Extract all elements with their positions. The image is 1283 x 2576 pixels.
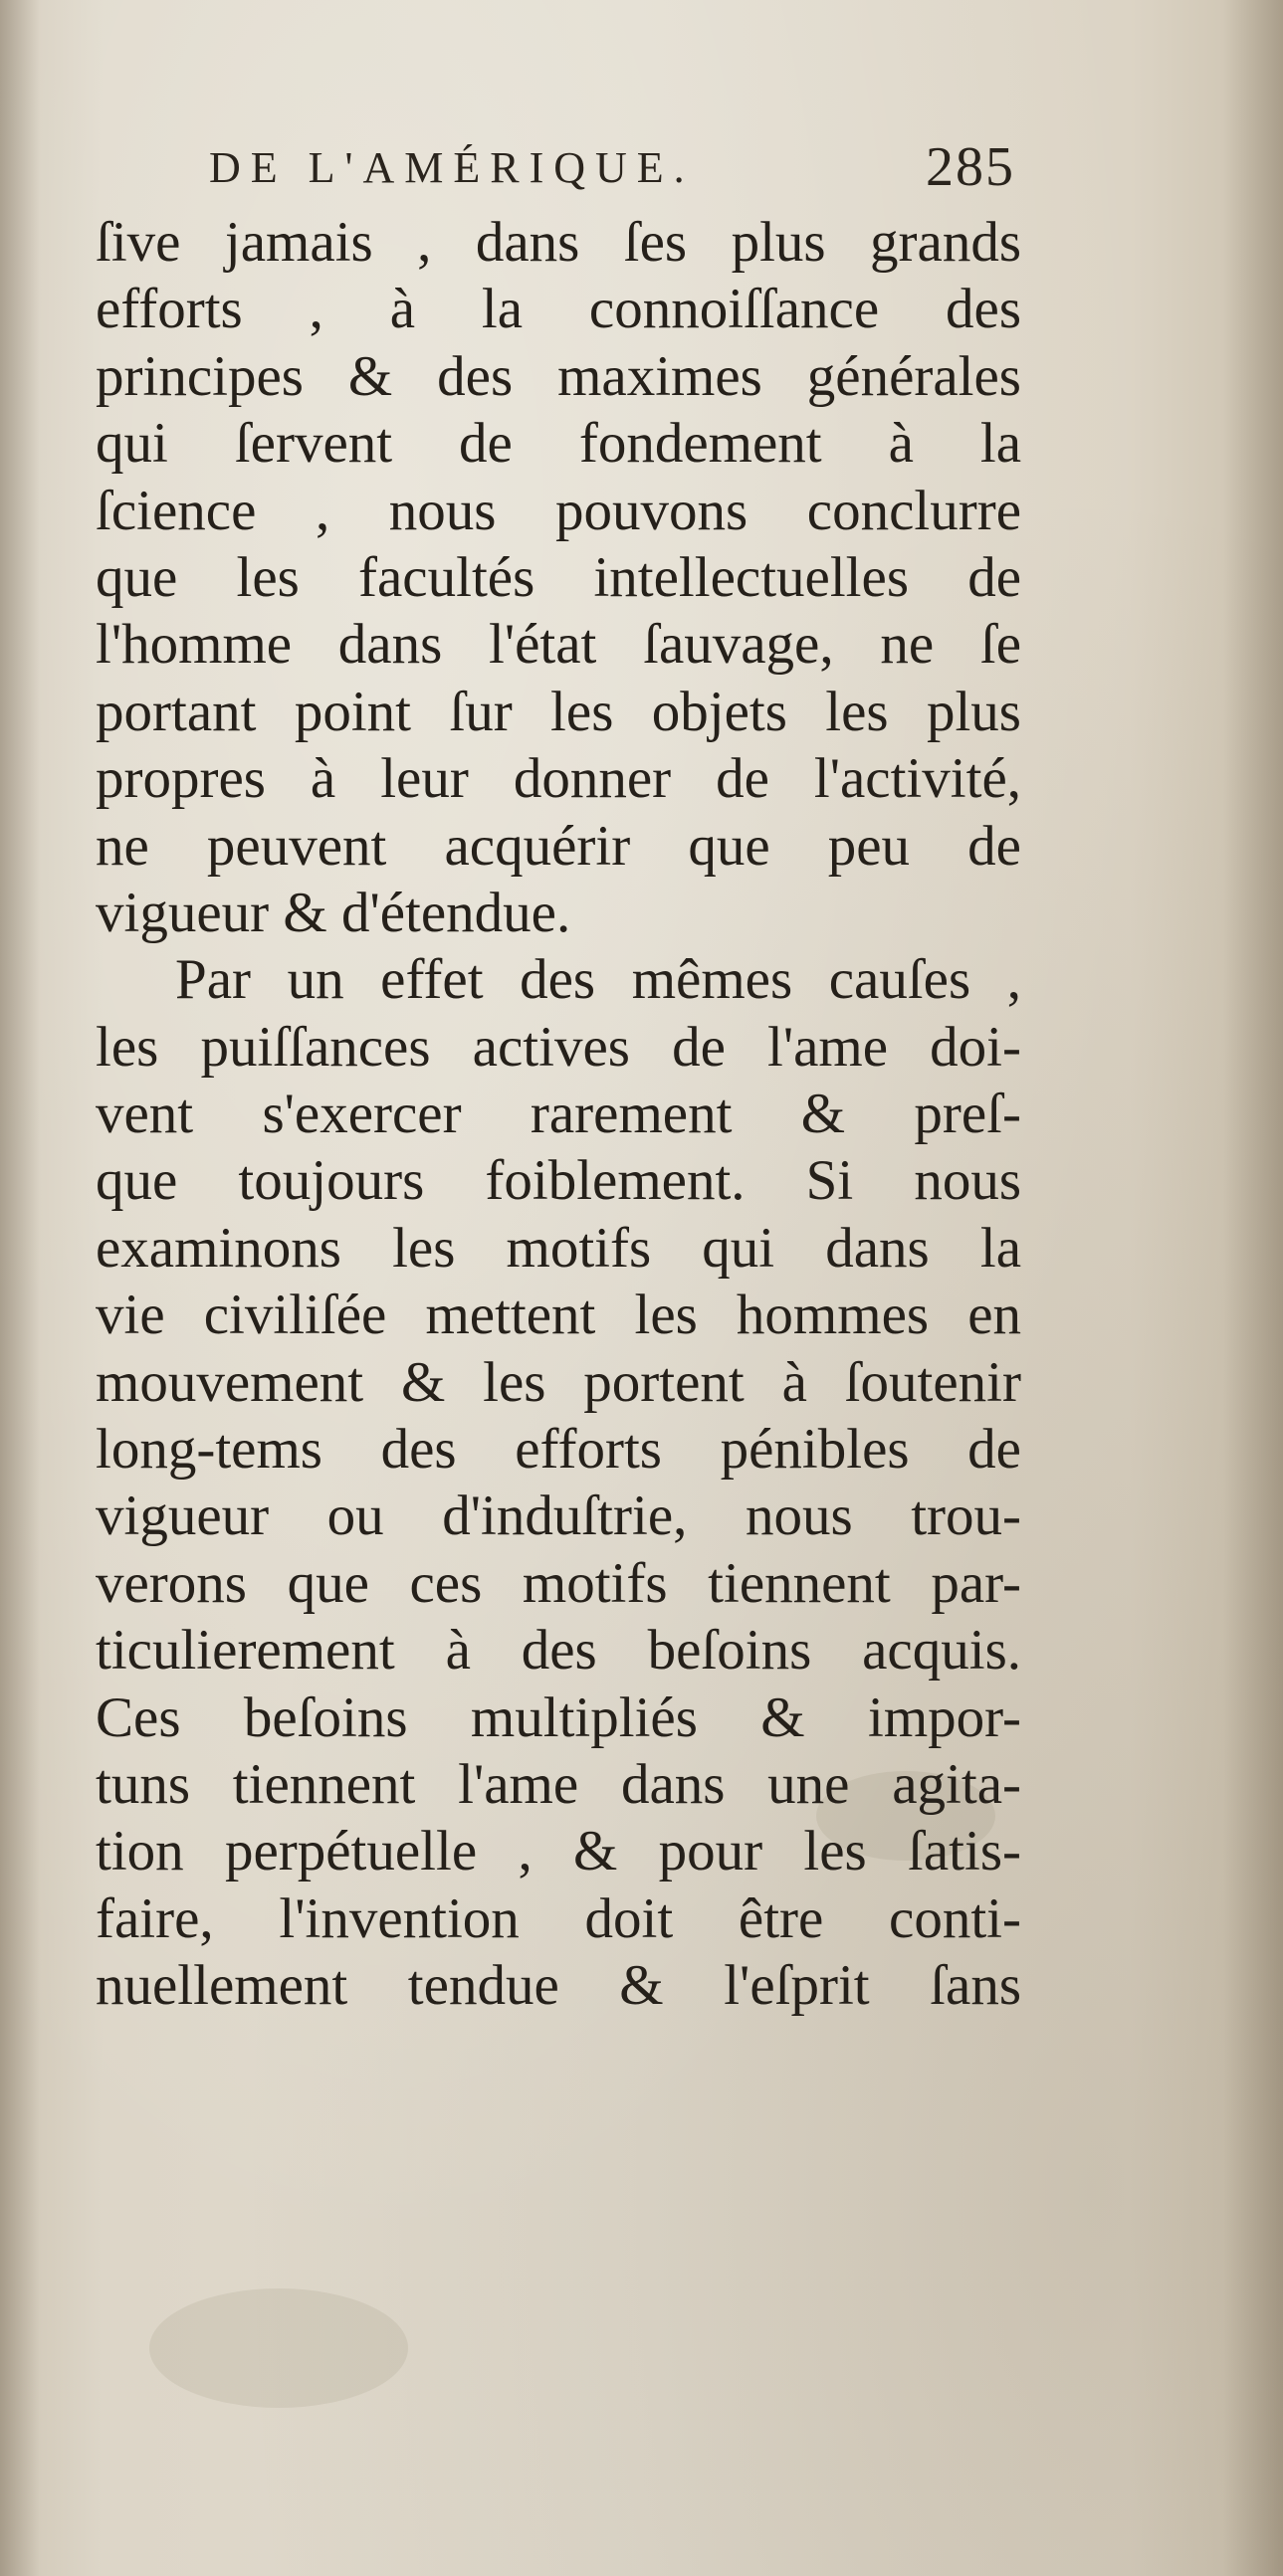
text-line: vigueur & d'étendue. [96,881,571,944]
body-text [96,209,1021,2020]
running-head [209,127,1015,207]
page-edge-shadow-left [0,0,40,2576]
text-line: faire, l'invention doit être conti- [96,1886,1021,1950]
text-line: ſive jamais , dans ſes plus grands [96,211,1021,274]
text-line: l'homme dans l'état ſauvage, ne ſe [96,613,1021,677]
text-line: efforts , à la connoiſſance des [96,278,1021,341]
text-line: qui ſervent de fondement à la [96,412,1021,476]
text-line: mouvement & les portent à ſoutenir [96,1350,1021,1414]
text-line: ticulierement à des beſoins acquis. [96,1619,1021,1683]
paper-stain [149,2288,408,2408]
text-line: vent s'exercer rarement & preſ- [96,1083,1021,1146]
text-line: que les facultés intellectuelles de [96,545,1021,609]
text-line: les puiſſances actives de l'ame doi- [96,1015,1021,1079]
text-line: ne peuvent acquérir que peu de [96,814,1021,878]
text-line: Ces beſoins multipliés & impor- [96,1685,1021,1749]
text-line: ſcience , nous pouvons conclurre [96,479,1021,542]
text-line: vie civiliſée mettent les hommes en [96,1284,1021,1347]
text-line: tuns tiennent l'ame dans une agita- [96,1752,1021,1816]
text-line: Par un effet des mêmes cauſes , [175,948,1021,1012]
text-line: principes & des maximes générales [96,344,1021,408]
text-line: nuellement tendue & l'eſprit ſans [96,1954,1021,2018]
text-line: verons que ces motifs tiennent par- [96,1551,1021,1615]
text-line: que toujours foiblement. Si nous [96,1149,1021,1213]
text-line: portant point ſur les objets les plus [96,680,1021,743]
page-number: 285 [926,136,1015,198]
paragraph-1 [96,209,1021,946]
text-line: propres à leur donner de l'activité, [96,747,1021,811]
page-edge-shadow-right [1223,0,1283,2576]
text-line: tion perpétuelle , & pour les ſatis- [96,1820,1021,1883]
paragraph-2 [96,946,1021,2019]
text-line: vigueur ou d'induſtrie, nous trou- [96,1485,1021,1548]
text-line: long-tems des efforts pénibles de [96,1418,1021,1482]
text-line: examinons les motifs qui dans la [96,1216,1021,1280]
running-title: DE L'AMÉRIQUE. [209,142,695,192]
